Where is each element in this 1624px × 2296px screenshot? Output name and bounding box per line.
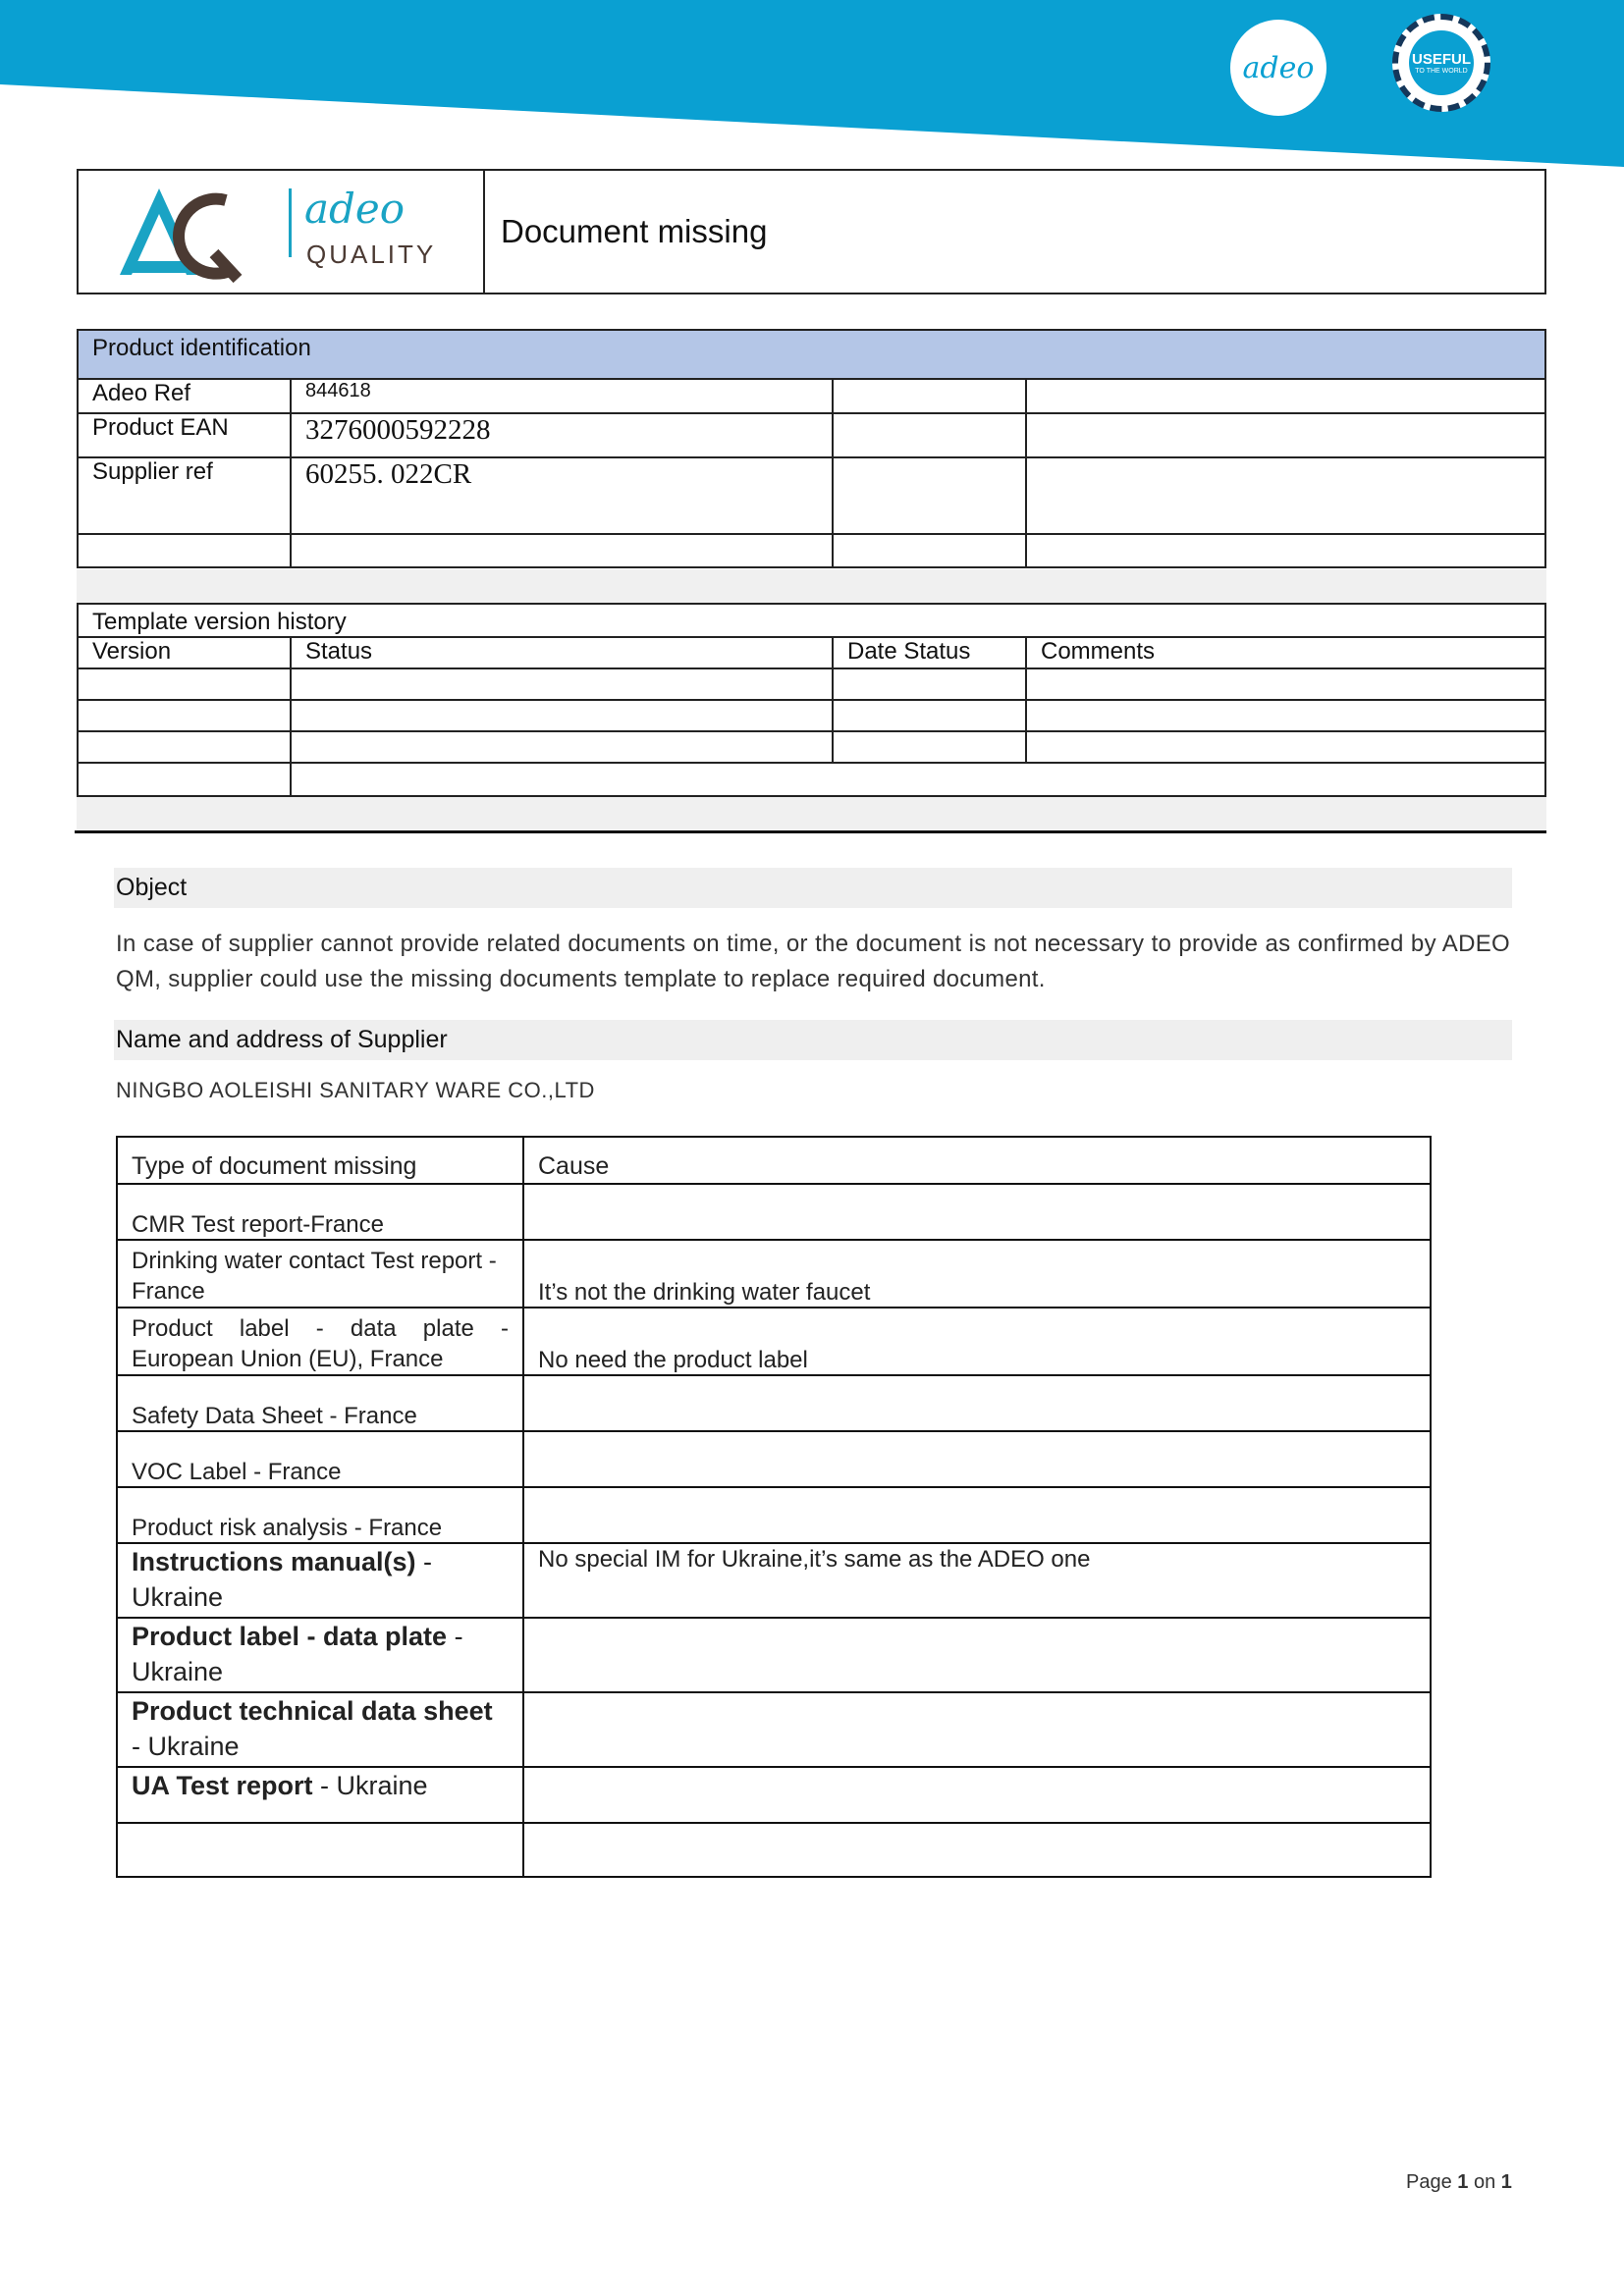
useful-badge-logo <box>1392 14 1490 112</box>
top-banner <box>0 0 1624 172</box>
supplier-label: Name and address of Supplier <box>114 1020 1512 1060</box>
table-row <box>117 1543 1431 1618</box>
doc-cause: No need the product label <box>523 1308 1431 1375</box>
doc-type <box>117 1618 523 1692</box>
product-identification-title: Product identification <box>78 330 1545 379</box>
logo-sub: QUALITY <box>306 240 437 269</box>
object-text: In case of supplier cannot provide related documents on time, or the document is not necessary to provide as confirmed by ADEO QM, supplier could use the missing documents template to replace required document. <box>116 931 1510 992</box>
empty-cell <box>291 534 833 567</box>
table-row <box>117 1184 1431 1240</box>
adeo-brand-text: adeo <box>1242 50 1315 85</box>
template-history-title: Template version history <box>78 604 1545 637</box>
object-label: Object <box>114 868 1512 908</box>
history-cell <box>1026 668 1545 700</box>
doc-cause: No special IM for Ukraine,it’s same as the ADEO one <box>523 1543 1431 1618</box>
table-row <box>117 1431 1431 1487</box>
history-cell <box>291 763 1545 796</box>
empty-cell <box>1026 379 1545 413</box>
empty-cell <box>833 379 1026 413</box>
gray-spacer <box>77 569 1546 603</box>
doc-type: Safety Data Sheet - France <box>117 1375 523 1431</box>
doc-type-rest: - Ukraine <box>132 1547 433 1612</box>
supplier-name: NINGBO AOLEISHI SANITARY WARE CO.,LTD <box>116 1078 595 1102</box>
doc-cause <box>523 1823 1431 1877</box>
doc-type-rest: - Ukraine <box>132 1622 463 1686</box>
table-row <box>117 1487 1431 1543</box>
missing-documents-table <box>116 1136 1432 1878</box>
supplier-ref-label: Supplier ref <box>78 457 291 534</box>
product-ean-label: Product EAN <box>78 413 291 457</box>
doc-type-rest: - Ukraine <box>312 1771 428 1800</box>
doc-cause: It’s not the drinking water faucet <box>523 1240 1431 1308</box>
history-cell <box>833 668 1026 700</box>
empty-cell <box>833 413 1026 457</box>
doc-cause <box>523 1184 1431 1240</box>
empty-cell <box>833 457 1026 534</box>
section-divider <box>75 830 1546 833</box>
table-row <box>117 1375 1431 1431</box>
col-version: Version <box>78 637 291 668</box>
doc-cause <box>523 1692 1431 1767</box>
table-row <box>117 1823 1431 1877</box>
doc-type: CMR Test report-France <box>117 1184 523 1240</box>
history-cell <box>78 668 291 700</box>
page-number <box>1406 2171 1512 2194</box>
empty-cell <box>1026 534 1545 567</box>
doc-type: VOC Label - France <box>117 1431 523 1487</box>
col-comments: Comments <box>1026 637 1545 668</box>
empty-cell <box>1026 457 1545 534</box>
table-row <box>117 1618 1431 1692</box>
badge-subtext: TO THE WORLD <box>1415 68 1468 75</box>
history-cell <box>833 700 1026 731</box>
page-total: 1 <box>1500 2171 1512 2193</box>
col-status: Status <box>291 637 833 668</box>
doc-type-bold: UA Test report <box>132 1771 313 1800</box>
history-cell <box>78 763 291 796</box>
product-identification-table <box>77 329 1546 568</box>
gray-spacer <box>77 797 1546 830</box>
doc-title: Document missing <box>501 213 768 249</box>
adeo-ref-value: 844618 <box>291 379 833 413</box>
doc-type <box>117 1767 523 1823</box>
doc-type <box>117 1692 523 1767</box>
document-header <box>77 169 1546 294</box>
table-row <box>117 1240 1431 1308</box>
page-num: 1 <box>1457 2171 1469 2193</box>
empty-cell <box>833 534 1026 567</box>
template-history-table <box>77 603 1546 797</box>
page-mid: on <box>1468 2171 1501 2193</box>
doc-type <box>117 1543 523 1618</box>
doc-type: Drinking water contact Test report - France <box>117 1240 523 1308</box>
empty-cell <box>78 534 291 567</box>
doc-type: Product label - data plate - European Union (EU), France <box>117 1308 523 1375</box>
col-type-header: Type of document missing <box>117 1137 523 1184</box>
history-cell <box>1026 700 1545 731</box>
doc-type-bold: Instructions manual(s) <box>132 1547 416 1576</box>
logo-word: adeo <box>304 185 406 233</box>
doc-cause <box>523 1431 1431 1487</box>
adeo-brand-logo <box>1230 20 1326 116</box>
adeo-quality-logo <box>79 171 485 293</box>
aq-logo-icon <box>108 177 265 287</box>
doc-cause <box>523 1375 1431 1431</box>
doc-type-bold: Product technical data sheet <box>132 1696 493 1726</box>
history-cell <box>78 700 291 731</box>
doc-cause <box>523 1487 1431 1543</box>
table-row <box>117 1767 1431 1823</box>
history-cell <box>291 668 833 700</box>
page-prefix: Page <box>1406 2171 1458 2193</box>
product-ean-value: 3276000592228 <box>291 413 833 457</box>
history-cell <box>291 700 833 731</box>
doc-type-bold: Product label - data plate <box>132 1622 448 1651</box>
doc-cause <box>523 1618 1431 1692</box>
adeo-ref-label: Adeo Ref <box>78 379 291 413</box>
history-cell <box>78 731 291 763</box>
badge-text: USEFUL <box>1412 51 1471 68</box>
doc-type <box>117 1823 523 1877</box>
doc-type: Product risk analysis - France <box>117 1487 523 1543</box>
empty-cell <box>1026 413 1545 457</box>
col-date-status: Date Status <box>833 637 1026 668</box>
table-row <box>117 1308 1431 1375</box>
table-row <box>117 1692 1431 1767</box>
history-cell <box>1026 731 1545 763</box>
doc-type-rest: - Ukraine <box>132 1732 240 1761</box>
history-cell <box>291 731 833 763</box>
history-cell <box>833 731 1026 763</box>
col-cause-header: Cause <box>523 1137 1431 1184</box>
doc-cause <box>523 1767 1431 1823</box>
supplier-ref-value: 60255. 022CR <box>291 457 833 534</box>
